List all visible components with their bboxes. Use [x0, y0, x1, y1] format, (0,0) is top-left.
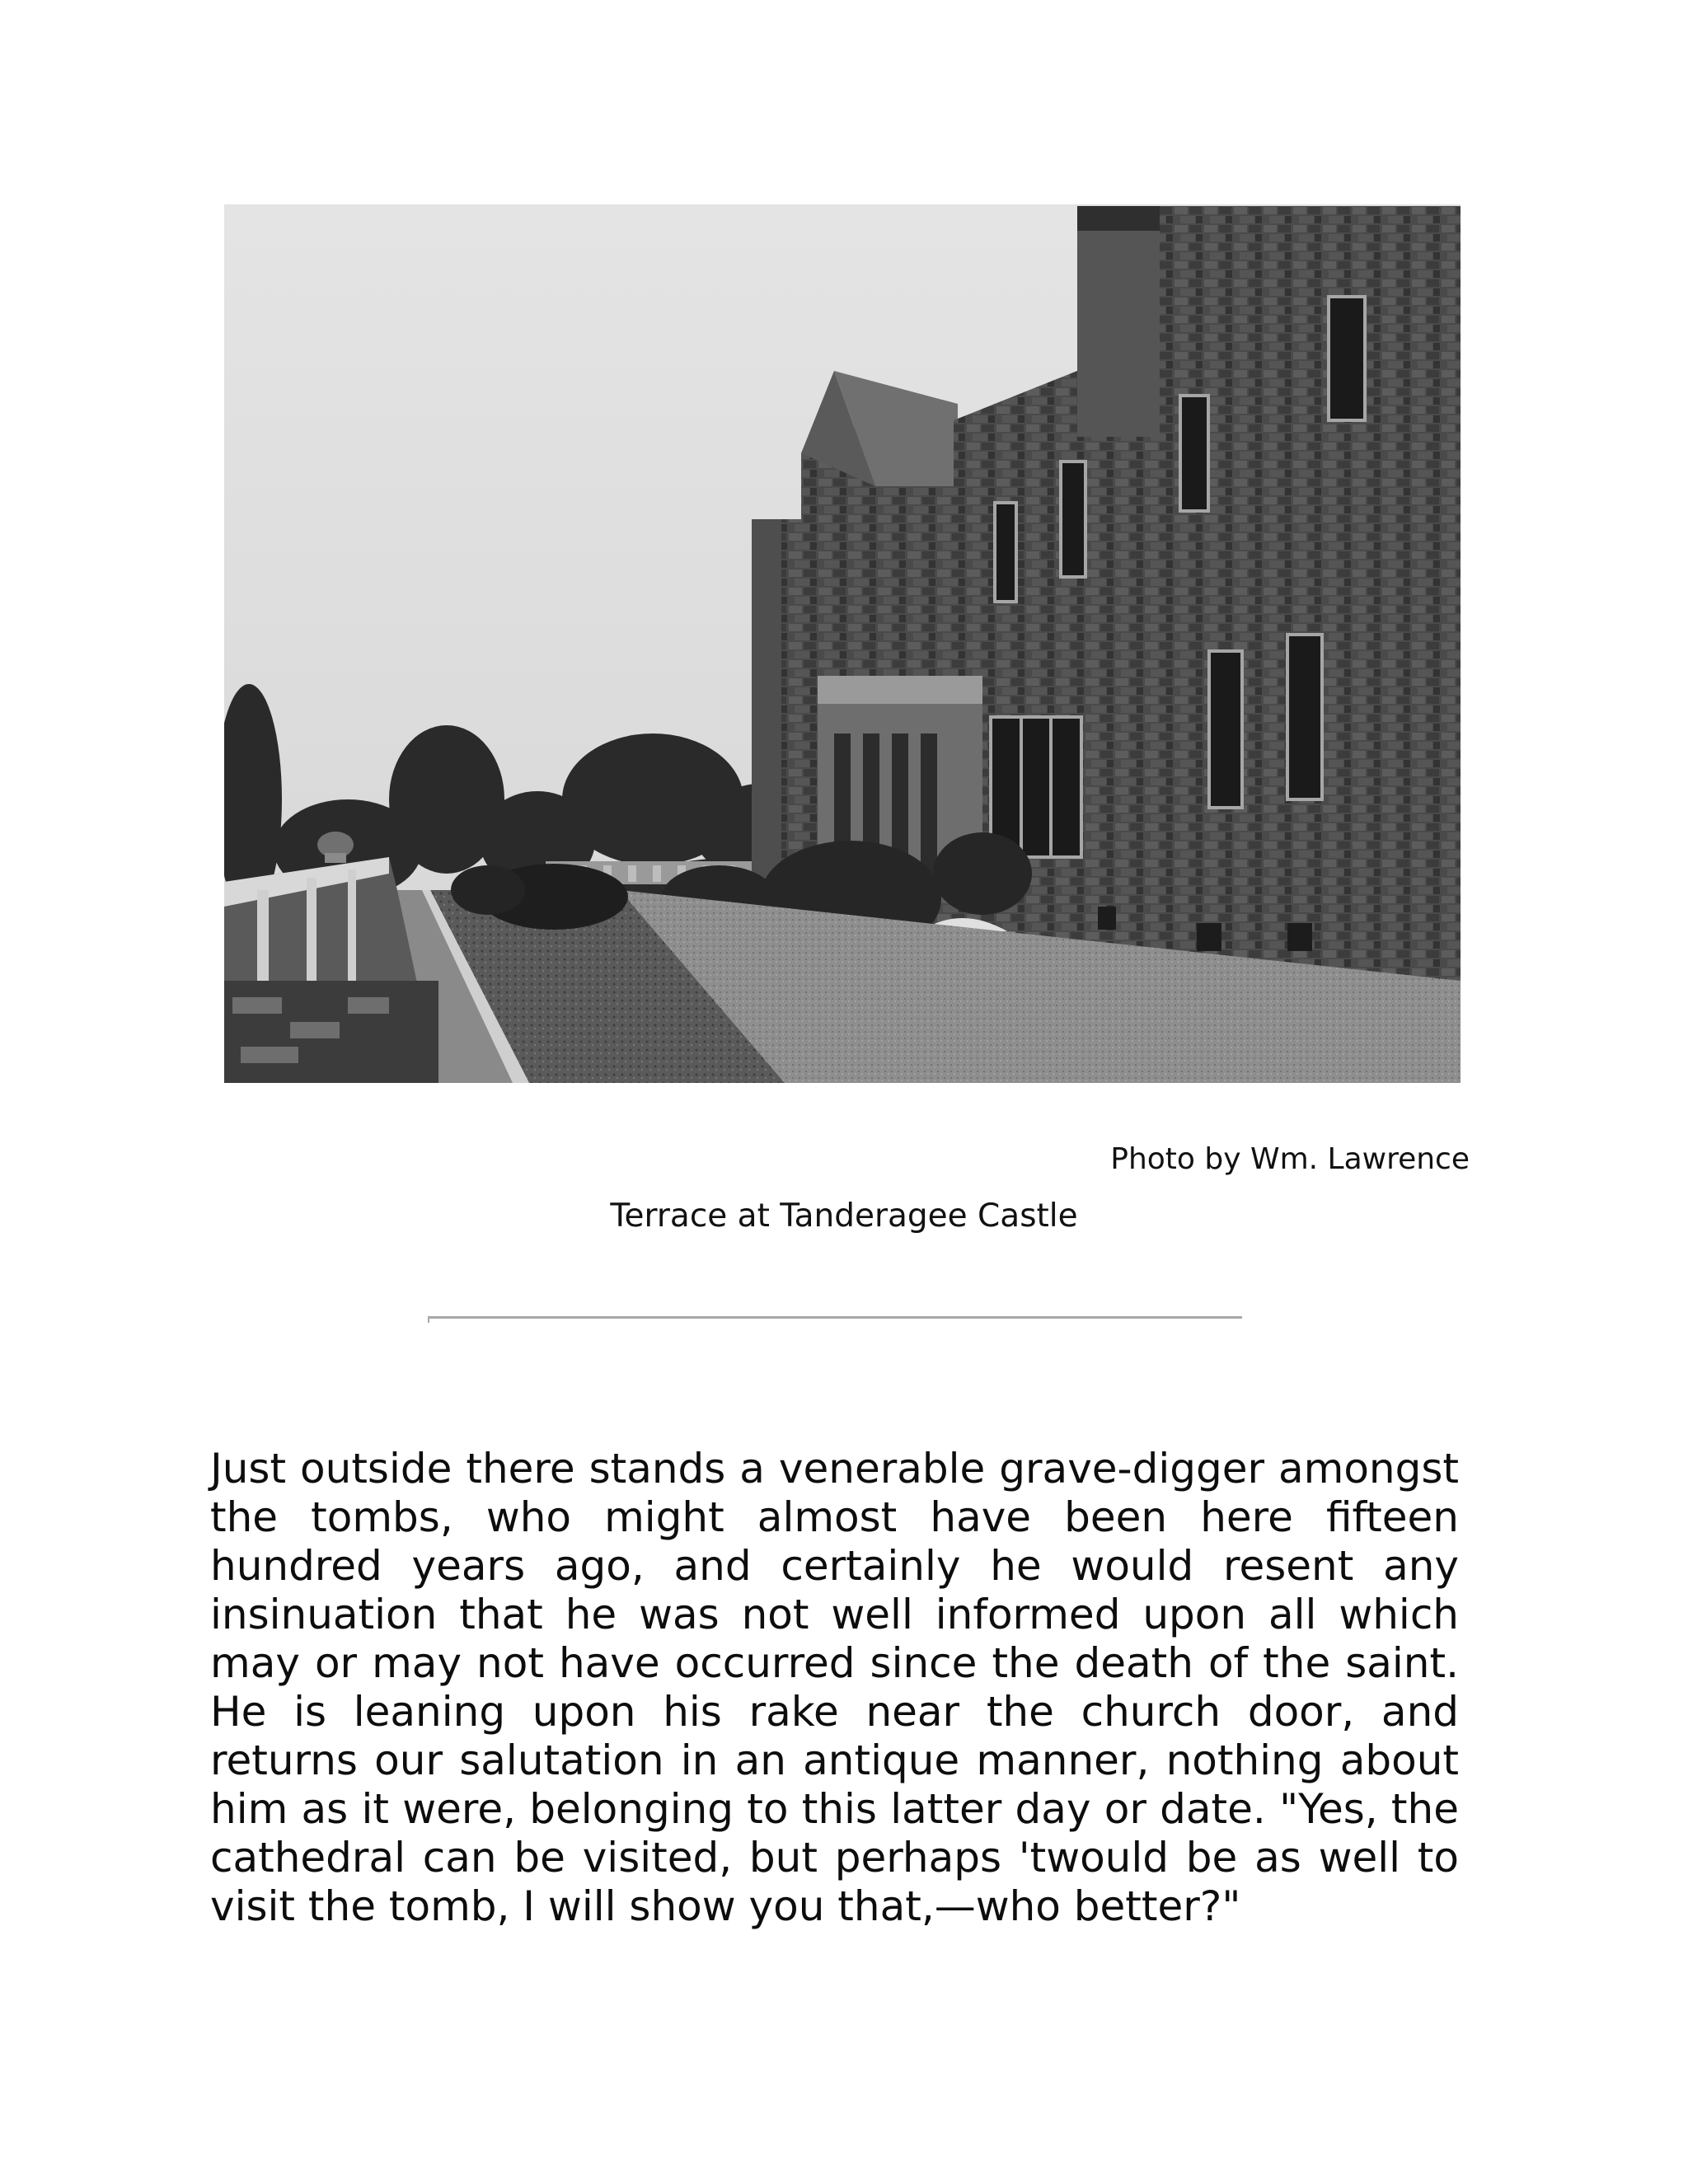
figure-caption: Terrace at Tanderagee Castle — [610, 1197, 1078, 1235]
photo-image — [224, 206, 1461, 1083]
body-paragraph: Just outside there stands a venerable grave-digger amongst the tombs, who might almost have been here fifteen hundred years ago, and certainly he would resent any insinuation that he was not well informed upon all which may or may not have occurred since the death of the saint. He is leaning upon his rake near the church door, and returns our salutation in an antique manner, nothing about him as it were, belonging to this latter day or date. "Yes, the cathedral can be visited, but perhaps 'twould be as well to visit the tomb, I will show you that,—who better?" — [210, 1445, 1459, 1930]
castle-terrace-photo — [224, 204, 1461, 1083]
photo-credit: Photo by Wm. Lawrence — [1110, 1142, 1470, 1176]
section-divider — [428, 1316, 1242, 1319]
